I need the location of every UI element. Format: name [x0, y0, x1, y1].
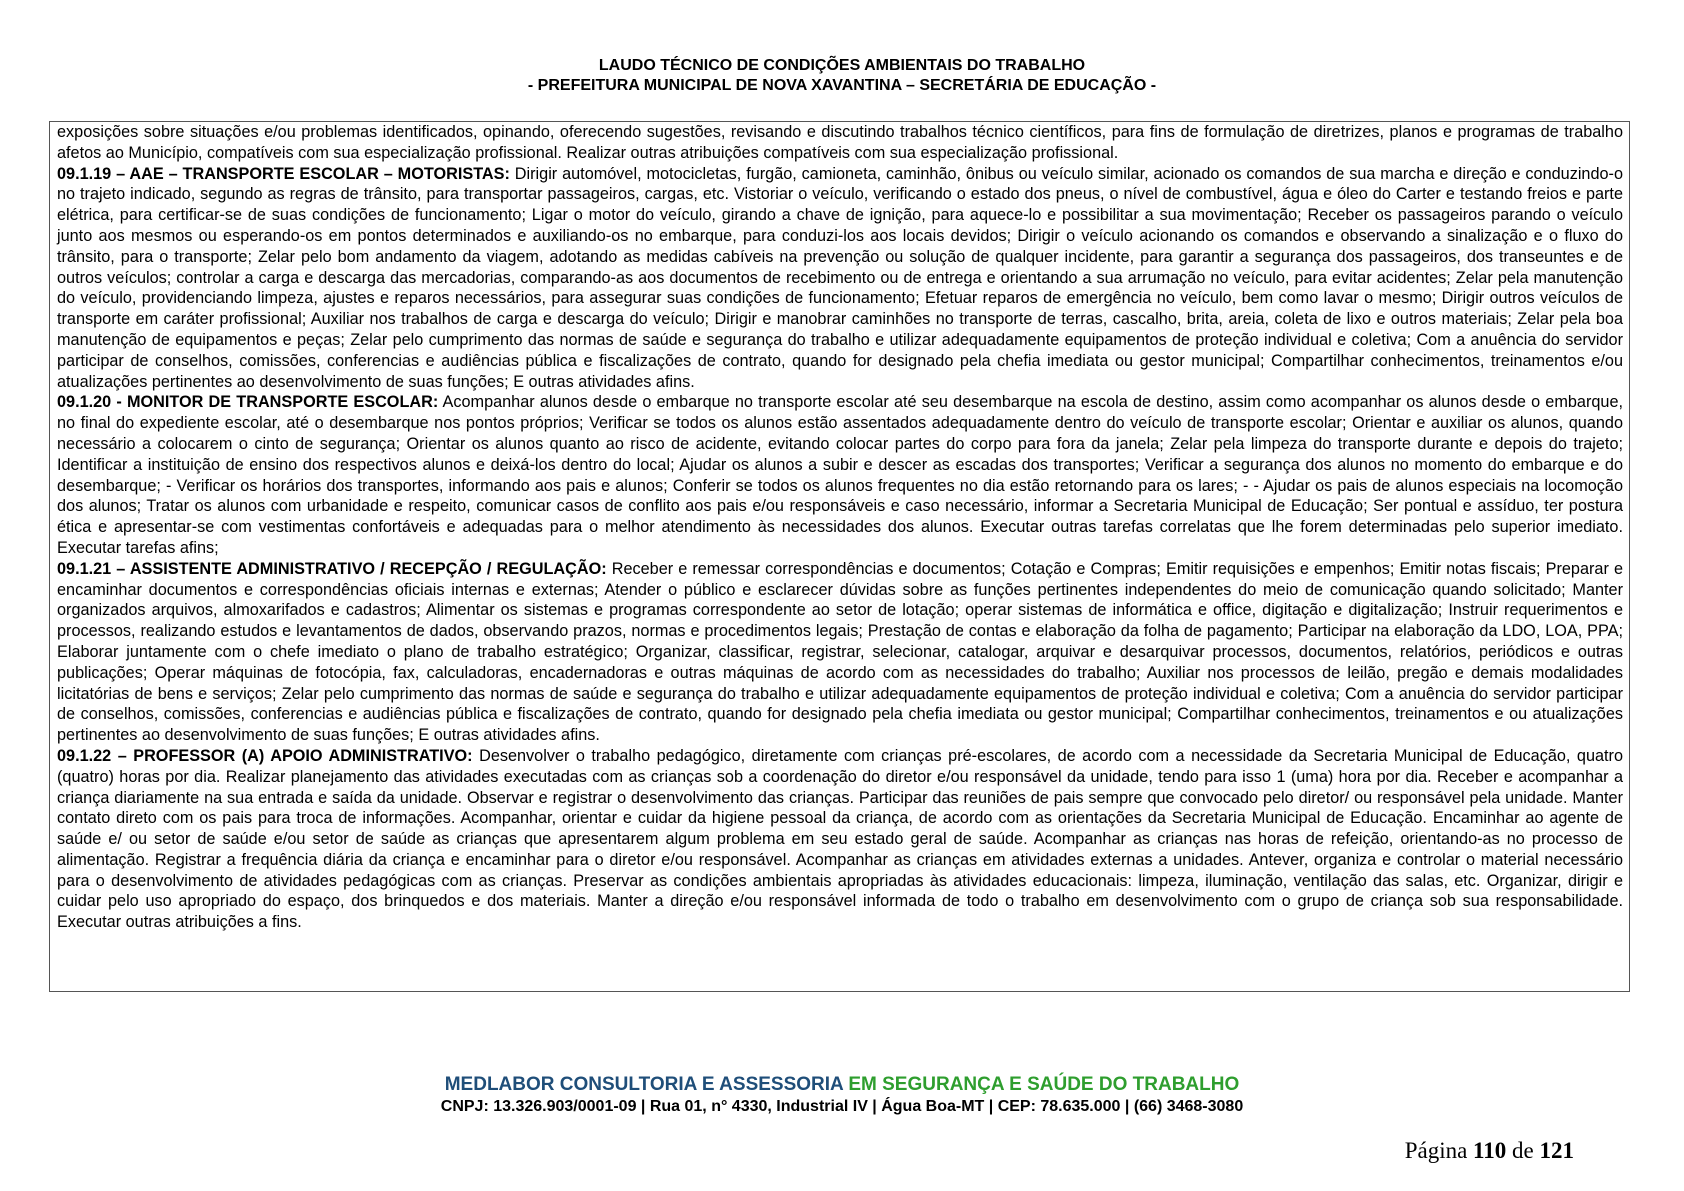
company-name-part1: MEDLABOR CONSULTORIA E ASSESSORIA — [444, 1074, 844, 1095]
section-text: Dirigir automóvel, motocicletas, furgão, camioneta, caminhão, ônibus ou veículo similar, acionado os comandos de sua marcha e direção e conduzindo-o no trajeto indicado, segundo as regras de trânsito, para transportar passageiros, cargas, etc. Vistoriar o veículo, verificando o estado dos pneus, o nível de combustível, água e óleo do Carter e testando freios e parte elétrica, para certificar-se de suas condições de funcionamento; Ligar o motor do veículo, girando a chave de ignição, para aquece-lo e possibilitar a sua movimentação; Receber os passageiros parando o veículo junto aos mesmos ou esperando-os em pontos determinados e auxiliando-os no embarque, para conduzi-los aos locais devidos; Dirigir o veículo acionando os comandos e observando a sinalização e o fluxo do trânsito, para o transporte; Zelar pelo bom andamento da viagem, adotando as medidas cabíveis na prevenção ou solução de qualquer incidente, para garantir a segurança dos passageiros, dos transeuntes e de outros veículos; controlar a carga e descarga das mercadorias, comparando-as aos documentos de recebimento ou de entrega e orientando a sua arrumação no veículo, para evitar acidentes; Zelar pela manutenção do veículo, providenciando limpeza, ajustes e reparos necessários, para assegurar suas condições de funcionamento; Efetuar reparos de emergência no veículo, bem como lavar o mesmo; Dirigir outros veículos de transporte em caráter profissional; Auxiliar nos trabalhos de carga e descarga do veículo; Dirigir e manobrar caminhões no transporte de terras, cascalho, brita, areia, coleta de lixo e outros materiais; Zelar pela boa manutenção de equipamentos e peças; Zelar pelo cumprimento das normas de saúde e segurança do trabalho e utilizar adequadamente equipamentos de proteção individual e coletiva; Com a anuência do servidor participar de conselhos, comissões, conferencias e audiências pública e fiscalizações de contrato, quando for designado pela chefia imediata ou gestor municipal; Compartilhar conhecimentos, treinamentos e/ou atualizações pertinentes ao desenvolvimento de suas funções; E outras atividades afins. — [57, 164, 1623, 391]
page-prefix: Página — [1404, 1138, 1468, 1163]
company-name — [0, 1074, 1684, 1096]
section-text: Desenvolver o trabalho pedagógico, diretamente com crianças pré-escolares, de acordo com a necessidade da Secretaria Municipal de Educação, quatro (quatro) horas por dia. Realizar planejamento das atividades executadas com as crianças sob a coordenação do diretor e/ou responsável da unidade, tendo para isso 1 (uma) hora por dia. Receber e acompanhar a criança diariamente na sua entrada e saída da unidade. Observar e registrar o desenvolvimento das crianças. Participar das reuniões de pais sempre que convocado pelo diretor/ ou responsável pela unidade. Manter contato direto com os pais para troca de informações. Acompanhar, orientar e cuidar da higiene pessoal da criança, de acordo com as orientações da Secretaria Municipal de Educação. Encaminhar ao agente de saúde e/ ou setor de saúde e/ou setor de saúde as crianças que apresentarem algum problema em seu estado geral de saúde. Acompanhar as crianças nas horas de refeição, orientando-as no processo de alimentação. Registrar a frequência diária da criança e encaminhar para o diretor e/ou responsável. Acompanhar as crianças em atividades externas a unidades. Antever, organiza e controlar o material necessário para o desenvolvimento de atividades pedagógicas com as crianças. Preservar as condições ambientais apropriadas às atividades educacionais: limpeza, iluminação, ventilação das salas, etc. Organizar, dirigir e cuidar pelo uso apropriado do espaço, dos brinquedos e dos materiais. Manter a direção e/ou responsável informada de todo o trabalho em desenvolvimento com o grupo de criança sob sua responsabilidade. Executar outras atribuições a fins. — [57, 746, 1623, 932]
section-motoristas — [57, 164, 1623, 393]
section-text: Acompanhar alunos desde o embarque no transporte escolar até seu desembarque na escola de destino, assim como acompanhar os alunos desde o embarque, no final do expediente escolar, até o desembarque nos pontos próprios; Verificar se todos os alunos estão assentados adequadamente dentro do veículo de transporte escolar; Orientar e auxiliar os alunos, quando necessário a colocarem o cinto de segurança; Orientar os alunos quanto ao risco de acidente, evitando colocar partes do corpo para fora da janela; Zelar pela limpeza do transporte durante e depois do trajeto; Identificar a instituição de ensino dos respectivos alunos e deixá-los dentro do local; Ajudar os alunos a subir e descer as escadas dos transportes; Verificar a segurança dos alunos no momento do embarque e do desembarque; - Verificar os horários dos transportes, informando aos pais e alunos; Conferir se todos os alunos frequentes no dia estão retornando para os lares; - - Ajudar os pais de alunos especiais na locomoção dos alunos; Tratar os alunos com urbanidade e respeito, comunicar casos de conflito aos pais e/ou responsáveis e caso necessário, informar a Secretaria Municipal de Educação; Ser pontual e assíduo, ter postura ética e apresentar-se com vestimentas confortáveis e adequadas para o melhor atendimento às necessidades dos alunos. Executar outras tarefas correlatas que lhe forem determinadas pelo superior imediato. Executar tarefas afins; — [57, 393, 1623, 557]
section-heading: 09.1.19 – AAE – TRANSPORTE ESCOLAR – MOTORISTAS: — [57, 164, 510, 183]
intro-paragraph: exposições sobre situações e/ou problemas identificados, opinando, oferecendo sugestões, revisando e discutindo trabalhos técnico científicos, para fins de formulação de diretrizes, planos e programas de trabalho afetos ao Município, compatíveis com sua especialização profissional. Realizar outras atribuições compatíveis com sua especialização profissional. — [57, 123, 1623, 162]
page-current: 110 — [1473, 1138, 1507, 1163]
document-footer — [0, 1074, 1684, 1118]
document-subtitle: - PREFEITURA MUNICIPAL DE NOVA XAVANTINA – SECRETÁRIA DE EDUCAÇÃO - — [527, 77, 1157, 94]
section-monitor — [57, 392, 1623, 558]
company-info: CNPJ: 13.326.903/0001-09 | Rua 01, n° 4330, Industrial IV | Água Boa-MT | CEP: 78.635.000 | (66) 3468-3080 — [440, 1098, 1244, 1115]
company-name-part2: EM SEGURANÇA E SAÚDE DO TRABALHO — [848, 1074, 1240, 1095]
section-professor — [57, 746, 1623, 933]
page-separator: de — [1512, 1138, 1534, 1163]
content-box — [49, 121, 1630, 992]
document-title: LAUDO TÉCNICO DE CONDIÇÕES AMBIENTAIS DO TRABALHO — [598, 57, 1086, 74]
document-header — [0, 56, 1684, 96]
section-heading: 09.1.21 – ASSISTENTE ADMINISTRATIVO / RECEPÇÃO / REGULAÇÃO: — [57, 559, 607, 578]
section-text: Receber e remessar correspondências e documentos; Cotação e Compras; Emitir requisições e empenhos; Emitir notas fiscais; Preparar e encaminhar documentos e correspondências oficiais internas e externas; Atender o público e esclarecer dúvidas sobre as funções pertinentes independentes do meio de comunicação quando solicitado; Manter organizados arquivos, almoxarifados e cadastros; Alimentar os sistemas e programas correspondente ao setor de lotação; operar sistemas de informática e office, digitação e digitalização; Instruir requerimentos e processos, realizando estudos e levantamentos de dados, observando prazos, normas e procedimentos legais; Prestação de contas e elaboração da folha de pagamento; Participar na elaboração da LDO, LOA, PPA; Elaborar juntamente com o chefe imediato o plano de trabalho estratégico; Organizar, classificar, registrar, selecionar, catalogar, arquivar e desarquivar processos, documentos, relatórios, periódicos e outras publicações; Operar máquinas de fotocópia, fax, calculadoras, encadernadoras e outras máquinas de acordo com as necessidades do trabalho; Auxiliar nos processos de leilão, pregão e demais modalidades licitatórias de bens e serviços; Zelar pelo cumprimento das normas de saúde e segurança do trabalho e utilizar adequadamente equipamentos de proteção individual e coletiva; Com a anuência do servidor participar de conselhos, comissões, conferencias e audiências pública e fiscalizações de contrato, quando for designado pela chefia imediata ou gestor municipal; Compartilhar conhecimentos, treinamentos e ou atualizações pertinentes ao desenvolvimento de suas funções; E outras atividades afins. — [57, 559, 1623, 745]
page-total: 121 — [1539, 1138, 1574, 1163]
section-assistente — [57, 559, 1623, 746]
section-heading: 09.1.22 – PROFESSOR (A) APOIO ADMINISTRATIVO: — [57, 746, 473, 765]
page-number — [1405, 1137, 1574, 1165]
section-heading: 09.1.20 - MONITOR DE TRANSPORTE ESCOLAR: — [57, 393, 439, 412]
